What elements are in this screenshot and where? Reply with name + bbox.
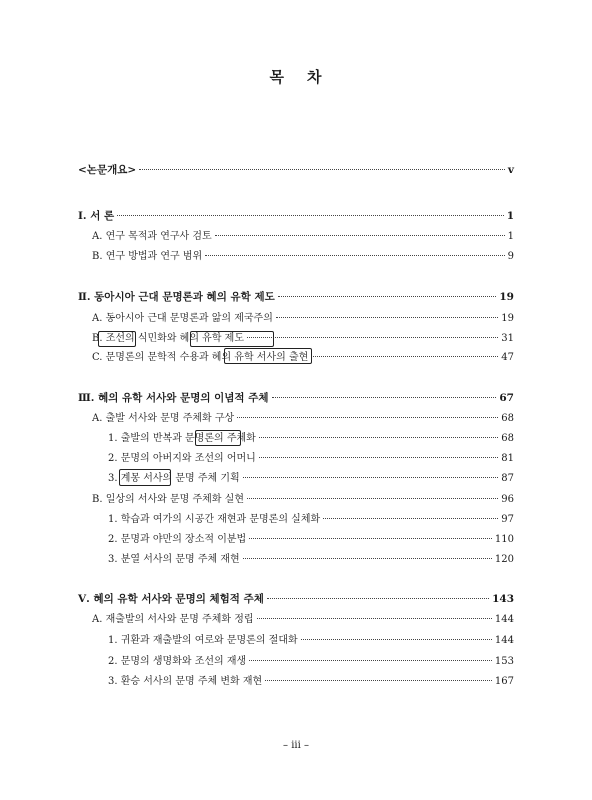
- dot-leader: [259, 457, 498, 458]
- toc-entry-page: 19: [501, 313, 514, 324]
- page-number-footer: – iii –: [283, 740, 309, 751]
- toc-entry-label: C. 문명론의 문학적 수용과 혜의 유학 서사의 출현: [92, 352, 309, 363]
- dot-leader: [237, 417, 498, 418]
- toc-entry[interactable]: [78, 391, 514, 405]
- toc-entry-page: 143: [492, 593, 514, 605]
- toc-entry[interactable]: [108, 452, 514, 466]
- dot-leader: [249, 660, 492, 661]
- title-right: 차: [307, 68, 323, 86]
- toc-entry[interactable]: [92, 250, 514, 264]
- page-title: [0, 66, 592, 87]
- dot-leader: [265, 680, 492, 681]
- toc-entry-label: 3. 계몽 서사의 문명 주체 기획: [108, 473, 240, 484]
- toc-entry-page: 97: [501, 514, 514, 525]
- toc-entry[interactable]: [92, 230, 514, 244]
- toc-entry[interactable]: [92, 332, 514, 346]
- toc-entry-label: 1. 출발의 반복과 문명론의 주체화: [108, 433, 256, 444]
- toc-entry-label: A. 연구 목적과 연구사 검토: [92, 231, 212, 242]
- dot-leader: [278, 296, 497, 297]
- toc-entry-page: 120: [494, 554, 514, 565]
- toc-entry-label: 1. 귀환과 재출발의 여로와 문명론의 절대화: [108, 635, 298, 646]
- toc-entry[interactable]: [92, 613, 514, 627]
- toc-entry-label: 2. 문명의 아버지와 조선의 어머니: [108, 453, 256, 464]
- toc-entry[interactable]: [108, 553, 514, 567]
- toc-entry-page: 110: [494, 534, 514, 545]
- dot-leader: [276, 317, 498, 318]
- dot-leader: [205, 255, 504, 256]
- toc-entry[interactable]: [108, 655, 514, 669]
- toc-entry-label: Ⅲ. 혜의 유학 서사와 문명의 이념적 주체: [78, 392, 269, 404]
- toc-entry[interactable]: [92, 493, 514, 507]
- dot-leader: [243, 477, 499, 478]
- toc-entry-page: 1: [507, 231, 514, 242]
- toc-entry[interactable]: [108, 472, 514, 486]
- toc-entry-label: 2. 문명과 야만의 장소적 이분법: [108, 534, 247, 545]
- toc-entry-label: 3. 환승 서사의 문명 주체 변화 재현: [108, 676, 263, 687]
- toc-entry-label: <논문개요>: [78, 164, 137, 176]
- dot-leader: [247, 498, 498, 499]
- toc-entry-label: 1. 학습과 여가의 시공간 재현과 문명론의 실체화: [108, 514, 321, 525]
- dot-leader: [215, 235, 505, 236]
- toc-entry-label: Ⅱ. 동아시아 근대 문명론과 혜의 유학 제도: [78, 291, 275, 303]
- toc-entry-page: v: [507, 164, 514, 176]
- toc-entry[interactable]: [78, 209, 514, 223]
- toc-entry-page: 167: [494, 676, 514, 687]
- toc-entry-page: 87: [501, 473, 514, 484]
- toc-entry-page: 31: [501, 333, 514, 344]
- dot-leader: [139, 169, 505, 170]
- toc-entry-label: A. 동아시아 근대 문명론과 앎의 제국주의: [92, 313, 273, 324]
- toc-entry-page: 144: [494, 614, 514, 625]
- dot-leader: [249, 538, 492, 539]
- dot-leader: [259, 437, 498, 438]
- toc-entry-label: B. 조선의 식민화와 혜의 유학 제도: [92, 333, 245, 344]
- dot-leader: [323, 518, 498, 519]
- toc-entry[interactable]: [108, 634, 514, 648]
- toc-entry-page: 19: [499, 291, 514, 303]
- toc-entry-page: 9: [507, 251, 514, 262]
- toc-entry-page: 68: [501, 413, 514, 424]
- dot-leader: [257, 618, 492, 619]
- toc-entry[interactable]: [78, 290, 514, 304]
- dot-leader: [117, 215, 504, 216]
- toc-entry-label: B. 연구 방법과 연구 범위: [92, 251, 203, 262]
- toc-entry[interactable]: [92, 412, 514, 426]
- toc-entry[interactable]: [92, 312, 514, 326]
- toc-entry[interactable]: [108, 432, 514, 446]
- dot-leader: [272, 397, 497, 398]
- toc-entry-label: A. 출발 서사와 문명 주체화 구상: [92, 413, 235, 424]
- toc-entry-label: Ⅰ. 서 론: [78, 210, 115, 222]
- dot-leader: [247, 337, 498, 338]
- toc-entry-label: 2. 문명의 생명화와 조선의 재생: [108, 656, 247, 667]
- dot-leader: [267, 598, 489, 599]
- dot-leader: [243, 558, 492, 559]
- toc-entry[interactable]: [78, 592, 514, 606]
- toc-entry-label: B. 일상의 서사와 문명 주체화 실현: [92, 494, 245, 505]
- toc-entry-label: A. 재출발의 서사와 문명 주체화 정립: [92, 614, 254, 625]
- toc-entry-page: 144: [494, 635, 514, 646]
- toc-entry-page: 68: [501, 433, 514, 444]
- toc-entry-page: 1: [506, 210, 514, 222]
- toc-entry-page: 81: [501, 453, 514, 464]
- dot-leader: [311, 356, 498, 357]
- dot-leader: [301, 639, 492, 640]
- toc-entry-page: 153: [494, 656, 514, 667]
- toc-entry[interactable]: [108, 675, 514, 689]
- toc-entry[interactable]: [108, 533, 514, 547]
- toc-entry-page: 47: [501, 352, 514, 363]
- toc-entry[interactable]: [108, 513, 514, 527]
- title-left: 목: [269, 68, 285, 86]
- toc-entry[interactable]: [92, 351, 514, 365]
- toc-entry-page: 96: [501, 494, 514, 505]
- toc-entry[interactable]: [78, 163, 514, 177]
- toc-entry-label: 3. 분열 서사의 문명 주체 재현: [108, 554, 240, 565]
- toc-entry-label: Ⅴ. 혜의 유학 서사와 문명의 체험적 주체: [78, 593, 264, 605]
- toc-entry-page: 67: [499, 392, 514, 404]
